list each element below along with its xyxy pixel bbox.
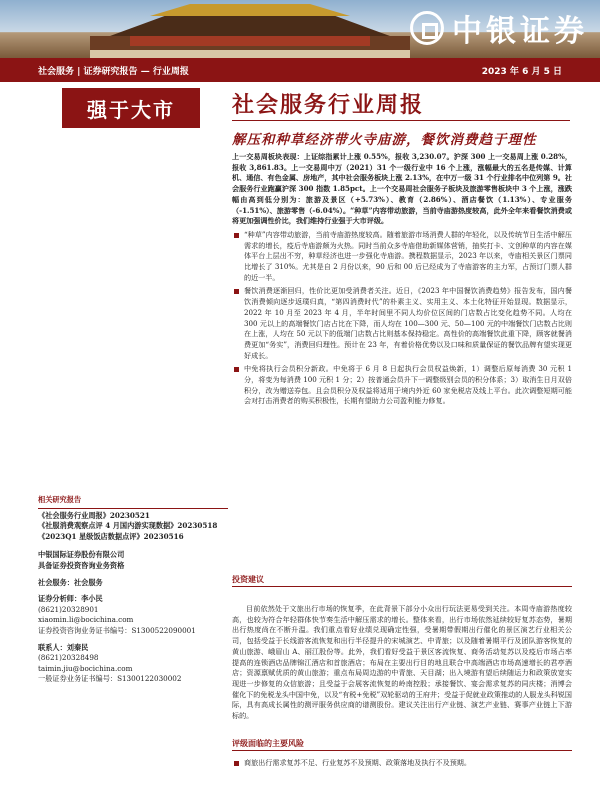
bullet-text: 餐饮消费逐渐回归，性价比更加受消费者关注。近日，《2023 年中国餐饮消费趋势》报告发布，国内餐饮消费倾向逐步返璞归真，“第四消费时代”的朴素主义、实用主义、本土化特征开始显现。数据显示，2022 年 10 月至 2023 年 4 月，半年时间里不同人均价位区间的门店数占比变化趋势不同。人均在 300 元以上的高端餐饮门店占比在下降，而人均在 100—300 元、50—100 元的中端餐饮门店数占比则在上涨，人均在 50 元以下的低端门店数占比则基本保持稳定。高性价的高端餐饮此重下降，顾客就餐消费更加“务实”，消费回归理性。预计在 23 年，有着价格优势以及口味和质量保证的餐饮品牌有望实现更好成长。 (244, 286, 572, 360)
bullet-square-icon (234, 289, 239, 294)
invest-divider (232, 586, 572, 587)
analyst-cert: 证券投资咨询业务证书编号：S1300522090001 (38, 625, 196, 635)
rating-badge: 强于大市 (62, 88, 200, 128)
header-banner (0, 0, 600, 58)
list-item (232, 230, 572, 284)
list-item (232, 364, 572, 407)
main-column (232, 152, 572, 410)
firm-name: 中银国际证券股份有限公司 (38, 550, 125, 560)
contact-card (38, 643, 228, 685)
analyst-card (38, 594, 228, 636)
invest-paragraph: 目前依然处于文旅出行市场的恢复季，在此背景下部分小众出行玩法更易受到关注。本周寺庙游热度较高，也较为符合年轻群体快节奏生活中解压需求的增长。整体来看，出行市场依然延续较好复苏态势，暑期出行热度尚在不断升温。我们重点看好业绩兑现确定性强，受暑期带假期出行催化的景区演艺行业相关公司，包括受益于长线游客流恢复和出行半径提升的宋城演艺、中青旅；以及随着暑期平行及团队游客恢复的黄山旅游、峨眉山 A、丽江股份等。此外，我们看好受益于景区客流恢复、商务活动复苏以及疫后市场占率提高的连锁酒店品牌锦江酒店和首旅酒店；布局在主要出行目的地且联合中高端酒店市场高速增长的君亭酒店；资源禀赋优质的黄山旅游；重点布局周边游的中青旅、天目湖；出入境游有望后续随运力和政策放宽实现进一步修复的众信旅游；且受益于会展客流恢复的岭南控股；承接餐饮、宴会需求复苏的同庆楼；消博会催化下的免税龙头中国中免，以及“有税+免税”双轮驱动的王府井；受益于促就业政策推动的人服龙头科锐国际，具有高成长属性的测评服务供应商的谱测股份。建议关注出行产业链、演艺产业链、赛事产业链上下游标的。 (232, 604, 572, 721)
brand (410, 6, 588, 50)
contact-email[interactable]: taimin.jiu@bocichina.com (38, 663, 133, 673)
analyst-email[interactable]: xiaomin.li@bocichina.com (38, 615, 134, 625)
sidebar-divider (38, 508, 228, 509)
risk-heading: 评级面临的主要风险 (232, 738, 304, 748)
risk-item (232, 758, 572, 772)
contact-phone: (8621)20328498 (38, 653, 99, 663)
related-reports-heading: 相关研究报告 (38, 495, 82, 504)
title-divider (232, 120, 570, 121)
bullet-text: 中免将执行会员积分新政。中免将于 6 月 8 日起执行会员权益焕新，1）调整后原每消费 30 元积 1 分，将变为每消费 100 元积 1 分；2）按普通会员升下一调整级别会员的积分体系；3）取消生日月双倍积分，改为赠送券包。且会员积分及权益将适用于境内外近 60 家免税店及线上平台。此次调整短期可能会对打击消费者的购买积极性，长期有望助力公司盈利能力修复。 (244, 364, 572, 406)
brand-name: 中银证券 (452, 14, 588, 49)
related-report[interactable]: 《社服消费观察点评 4 月国内游实现数据》20230518 (38, 521, 218, 531)
page-subtitle: 解压和种草经济带火寺庙游，餐饮消费趋于理性 (232, 132, 537, 148)
list-item (232, 758, 572, 769)
bank-logo-icon (410, 11, 444, 45)
palace-roof-image (90, 2, 410, 58)
breadcrumb: 社会服务 | 证券研究报告 — 行业周报 (38, 66, 189, 77)
bullet-text: “种草”内容带动旅游，当前寺庙游热度较高。随着旅游市场消费人群的年轻化，以及传统节日生活中解压需求的增长，疫后寺庙游颇为火热。同时当前众多寺庙借助新媒体营销，抽奖打卡、文创种草的内容在媒体平台上层出不穷，种草经济也进一步强化寺庙游。携程数据显示，2023 年以来，寺庙相关景区门票同比增长了 310%。尤其是自 2 月份以来，90 后和 00 后已经成为了寺庙游客的主力军，占预订门票人群的近一半。 (244, 229, 572, 282)
report-date: 2023 年 6 月 5 日 (481, 66, 562, 77)
contact-cert: 一般证券业务证书编号：S1300122030002 (38, 674, 182, 684)
industry-label: 社会服务：社会服务 (38, 577, 103, 587)
bullet-square-icon (234, 233, 239, 238)
bullet-square-icon (234, 761, 239, 766)
related-report[interactable]: 《社会服务行业周报》20230521 (38, 510, 150, 520)
invest-heading: 投资建议 (232, 574, 264, 584)
page-title: 社会服务行业周报 (232, 92, 425, 118)
sidebar (38, 495, 228, 685)
bullet-square-icon (234, 367, 239, 372)
analyst-phone: (8621)20328901 (38, 604, 99, 614)
firm-qualification: 具备证券投资咨询业务资格 (38, 560, 125, 570)
analyst-name: 证券分析师：李小民 (38, 594, 103, 604)
risk-divider (232, 750, 572, 751)
meta-bar (0, 58, 600, 82)
related-report[interactable]: 《2023Q1 星级饭店数据点评》20230516 (38, 531, 184, 541)
contact-name: 联系人：刘秦民 (38, 642, 89, 652)
summary-paragraph: 上一交易周板块表现：上证综指累计上涨 0.55%，报收 3,230.07。沪深 300 上一交易周上涨 0.28%，报收 3,861.83。上一交易周中万（2021）31 个一级行业中 16 个上涨，涨幅最大的五名是传媒、计算机、通信、有色金属、房地产，其中社会服务板块上涨 2.13%，在中万一级 31 个行业排名中位列第 9。社会服务行业跑赢沪深 300 指数 1.85pct。上一个交易周社会服务子板块及旅游零售板块中 3 个上涨，涨跌幅由高到低分别为：旅游及景区（+5.73%）、教育（2.86%）、酒店餐饮（1.13%）、专业服务（-1.51%）、旅游零售（-6.04%）。“种草”内容带动旅游，当前寺庙游热度较高，此外全年来看餐饮消费或将更加强调性价比，我们维持行业强于大市评级。 (232, 152, 572, 226)
bullet-list (232, 230, 572, 407)
list-item (232, 286, 572, 361)
risk-text: 商旅出行需求复苏不足、行业复苏不及预期、政策落地及执行不及预期。 (244, 758, 471, 767)
